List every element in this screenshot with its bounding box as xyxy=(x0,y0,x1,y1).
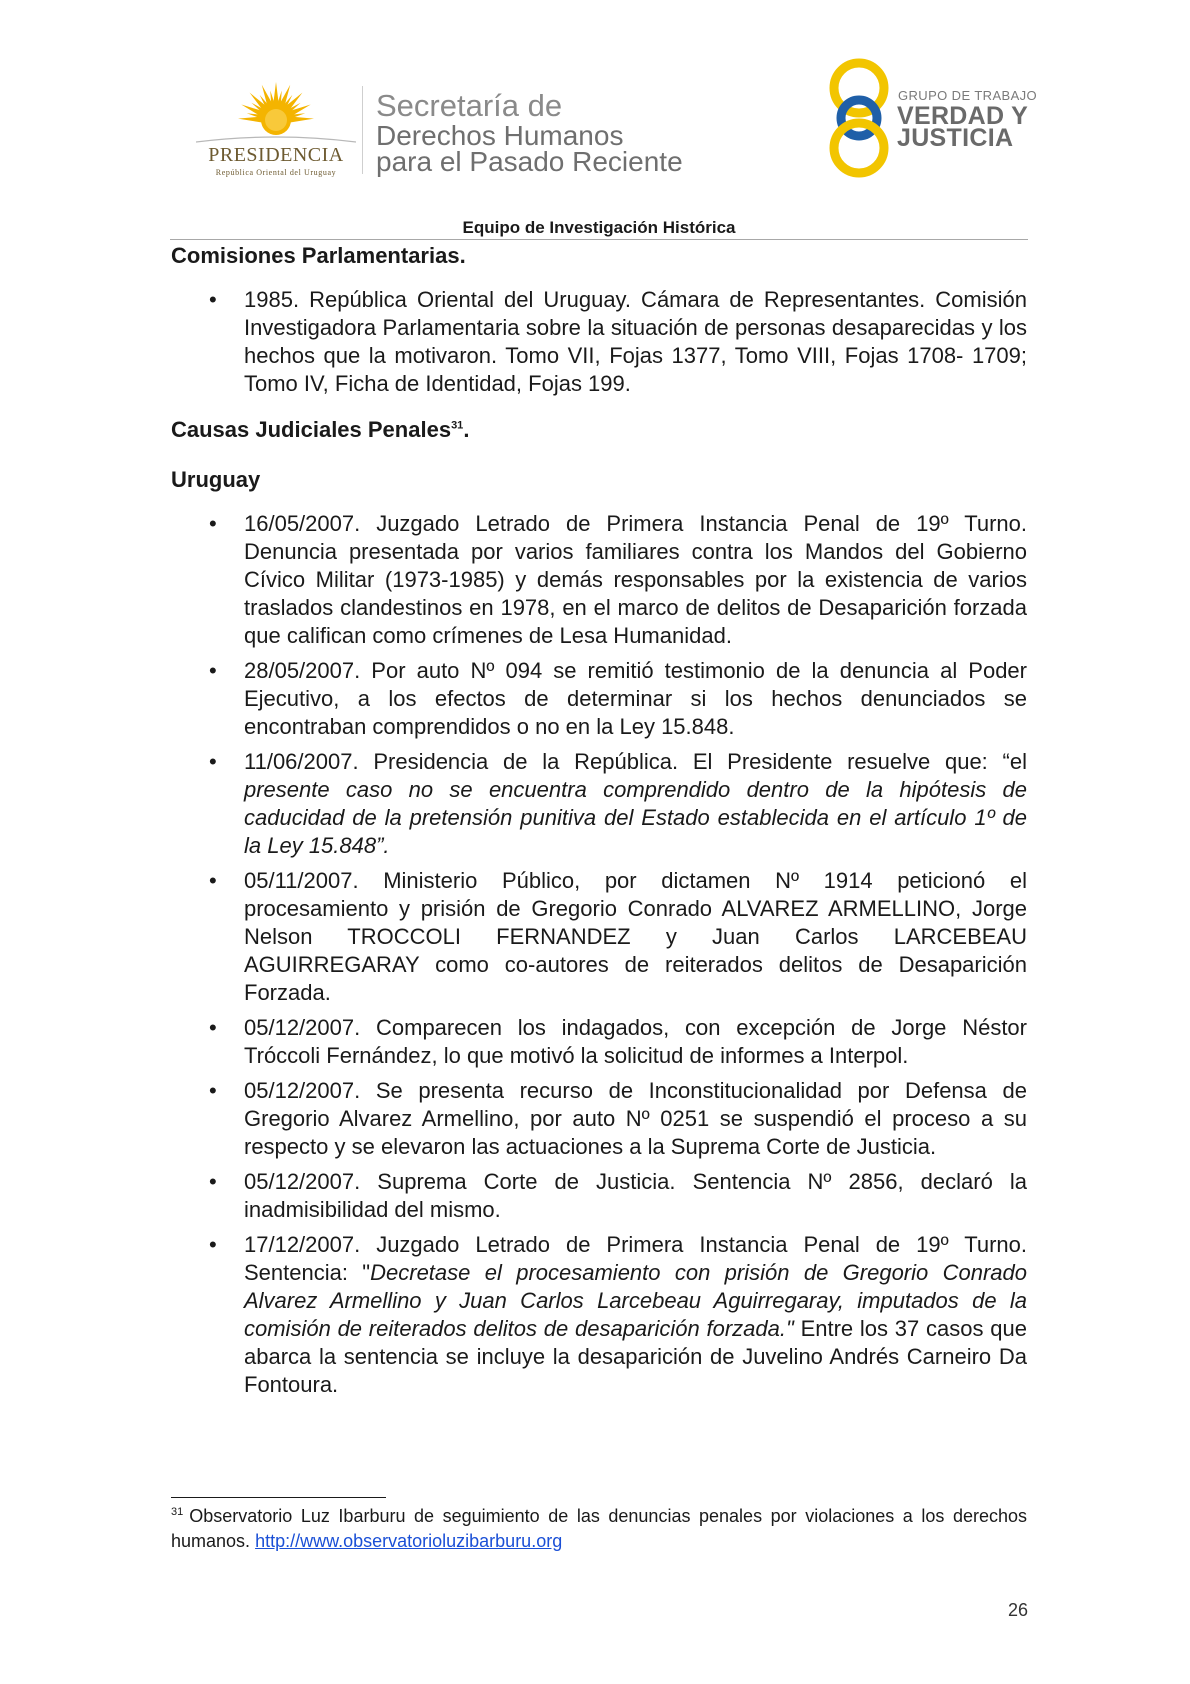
page-body xyxy=(171,242,1027,1406)
secretaria-line-3: para el Pasado Reciente xyxy=(376,146,683,177)
header-divider xyxy=(362,86,363,174)
heading-causas-text: Causas Judiciales Penales xyxy=(171,417,452,442)
verdad-justicia-rings-icon xyxy=(822,56,896,180)
team-title: Equipo de Investigación Histórica xyxy=(462,218,736,237)
list-item: • 05/12/2007. Comparecen los indagados, con excepción de Jorge Néstor Tróccoli Fernández, lo que motivó la solicitud de informes a Interpol. xyxy=(171,1014,1027,1070)
grupo-trabajo-label: GRUPO DE TRABAJO xyxy=(898,88,1038,103)
item-quote: presente caso no se encuentra comprendido dentro de la hipótesis de caducidad de la pretensión punitiva del Estado establecida en el artículo 1º de la Ley 15.848”. xyxy=(244,777,1027,858)
footnote-rule xyxy=(171,1497,386,1498)
verdad-label: VERDAD Y xyxy=(897,102,1029,130)
list-item: • 05/12/2007. Suprema Corte de Justicia. Sentencia Nº 2856, declaró la inadmisibilidad del mismo. xyxy=(171,1168,1027,1224)
footnote-link[interactable]: http://www.observatorioluzibarburu.org xyxy=(255,1531,563,1551)
footnote-number: 31 xyxy=(171,1506,184,1518)
item-text: 17/12/2007. Juzgado Letrado de Primera Instancia Penal de 19º Turno. Sentencia: " xyxy=(244,1232,1027,1285)
header-rule xyxy=(170,239,1028,240)
list-item: • 16/05/2007. Juzgado Letrado de Primera Instancia Penal de 19º Turno. Denuncia presentada por varios familiares contra los Mandos del Gobierno Cívico Militar (1973-1985) y demás responsables por la existencia de varios traslados clandestinos en 1978, en el marco de delitos de Desaparición forzada que califican como crímenes de Lesa Humanidad. xyxy=(171,510,1027,650)
page-number: 26 xyxy=(1007,1600,1028,1620)
heading-causas-end: . xyxy=(463,417,470,442)
sun-emblem-icon xyxy=(196,80,356,150)
secretaria-line-1: Secretaría de xyxy=(376,88,563,123)
secretaria-line-2: Derechos Humanos xyxy=(376,120,624,151)
list-item: • 05/12/2007. Se presenta recurso de Inconstitucionalidad por Defensa de Gregorio Alvarez Armellino, por auto Nº 0251 se suspendió el proceso a su respecto y se elevaron las actuaciones a la Suprema Corte de Justicia. xyxy=(171,1077,1027,1161)
item-text: 11/06/2007. Presidencia de la República. El Presidente resuelve que: “el xyxy=(244,749,1027,774)
list-item xyxy=(171,748,1027,860)
footnote xyxy=(171,1504,1027,1554)
presidencia-subtitle: República Oriental del Uruguay xyxy=(215,168,337,177)
heading-comisiones: Comisiones Parlamentarias. xyxy=(171,243,466,268)
footnote-ref[interactable]: 31 xyxy=(451,419,464,432)
presidencia-logo xyxy=(196,80,356,176)
list-item: • 05/11/2007. Ministerio Público, por dictamen Nº 1914 peticionó el procesamiento y prisión de Gregorio Conrado ALVAREZ ARMELLINO, Jorge Nelson TROCCOLI FERNANDEZ y Juan Carlos LARCEBEAU AGUIRREGARAY como co-autores de reiterados delitos de Desaparición Forzada. xyxy=(171,867,1027,1007)
item-text-end: Entre los 37 casos que abarca la sentencia se incluye la desaparición de Juvelino Andrés Carneiro Da Fontoura. xyxy=(244,1316,1027,1397)
comisiones-list xyxy=(171,286,1027,398)
heading-uruguay: Uruguay xyxy=(171,467,261,492)
presidencia-name: PRESIDENCIA xyxy=(208,144,344,166)
footnote-text: Observatorio Luz Ibarburu de seguimiento de las denuncias penales por violaciones a los derechos humanos. xyxy=(171,1506,1027,1551)
uruguay-list xyxy=(171,510,1027,1399)
heading-causas xyxy=(171,416,1027,444)
list-item: • 28/05/2007. Por auto Nº 094 se remitió testimonio de la denuncia al Poder Ejecutivo, a los efectos de determinar si los hechos denunciados se encontraban comprendidos o no en la Ley 15.848. xyxy=(171,657,1027,741)
justicia-label: JUSTICIA xyxy=(897,124,1014,152)
list-item: • 1985. República Oriental del Uruguay. Cámara de Representantes. Comisión Investigadora Parlamentaria sobre la situación de personas desaparecidas y los hechos que la motivaron. Tomo VII, Fojas 1377, Tomo VIII, Fojas 1708- 1709; Tomo IV, Ficha de Identidad, Fojas 199. xyxy=(171,286,1027,398)
item-quote: Decretase el procesamiento con prisión de Gregorio Conrado Alvarez Armellino y Juan Carlos Larcebeau Aguirregaray, imputados de la comisión de reiterados delitos de desaparición forzada." xyxy=(244,1260,1027,1341)
list-item xyxy=(171,1231,1027,1399)
